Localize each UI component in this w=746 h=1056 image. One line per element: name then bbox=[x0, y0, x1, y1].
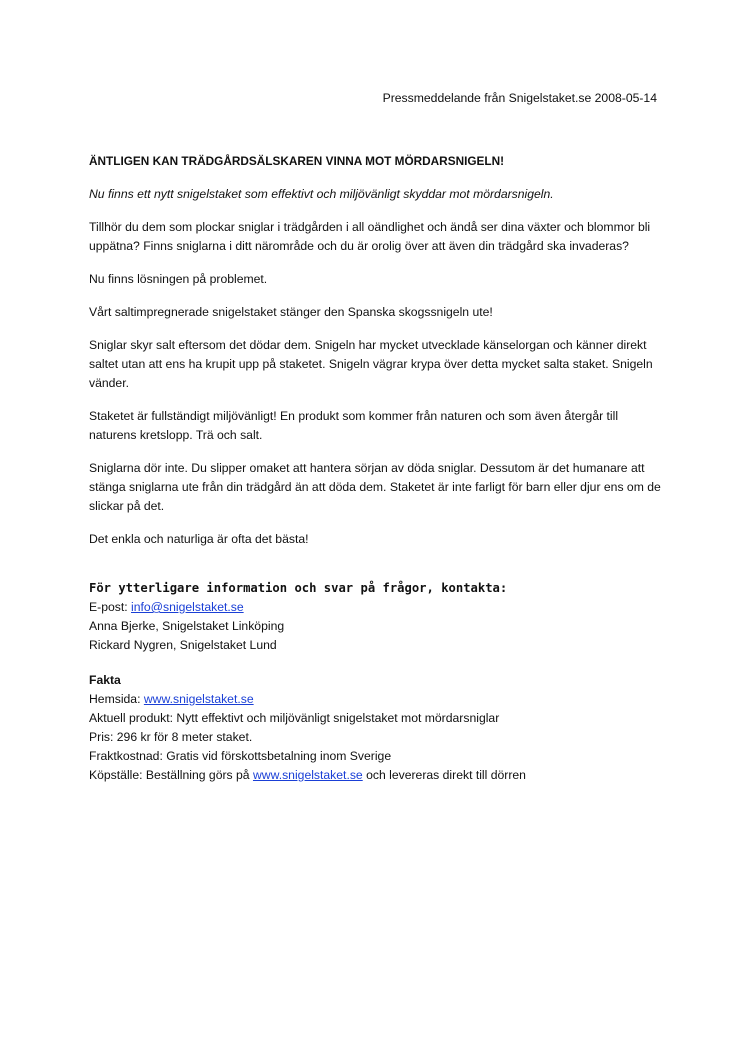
contact-heading: För ytterligare information och svar på frågor, kontakta: bbox=[89, 581, 508, 595]
purchase-link[interactable]: www.snigelstaket.se bbox=[252, 768, 363, 782]
facts-shipping: Fraktkostnad: Gratis vid förskottsbetalning inom Sverige bbox=[89, 749, 392, 763]
article-paragraph: Vårt saltimpregnerade snigelstaket stänger den Spanska skogssnigeln ute! bbox=[89, 305, 493, 319]
contact-section bbox=[89, 579, 664, 655]
contact-person: Anna Bjerke, Snigelstaket Linköping bbox=[89, 619, 285, 633]
article-paragraph: Sniglar skyr salt eftersom det dödar dem. Snigeln har mycket utvecklade känselorgan och känner direkt saltet utan att ens ha krupit upp på staketet. Snigeln vägrar krypa över detta mycket salta staket. Snigeln vänder. bbox=[89, 338, 653, 390]
article-paragraph: Tillhör du dem som plockar sniglar i trädgården i all oändlighet och ändå ser dina växter och blommor bli uppätna? Finns sniglarna i ditt närområde och du är orolig över att även din trädgård ska invaderas? bbox=[89, 220, 651, 253]
article-paragraph: Nu finns lösningen på problemet. bbox=[89, 272, 268, 286]
facts-purchase-line bbox=[89, 766, 664, 785]
facts-website-line bbox=[89, 690, 664, 709]
email-link[interactable]: info@snigelstaket.se bbox=[131, 600, 244, 614]
facts-price: Pris: 296 kr för 8 meter staket. bbox=[89, 730, 253, 744]
website-link[interactable]: www.snigelstaket.se bbox=[143, 692, 254, 706]
contact-person: Rickard Nygren, Snigelstaket Lund bbox=[89, 638, 277, 652]
facts-section bbox=[89, 671, 664, 785]
purchase-prefix: Köpställe: Beställning görs på bbox=[89, 768, 253, 782]
article-paragraph: Det enkla och naturliga är ofta det bästa! bbox=[89, 532, 309, 546]
email-label: E-post: bbox=[89, 600, 131, 614]
article-body bbox=[89, 152, 664, 785]
contact-email-line bbox=[89, 598, 664, 617]
purchase-suffix: och levereras direkt till dörren bbox=[362, 768, 526, 782]
press-release-header: Pressmeddelande från Snigelstaket.se 2008-05-14 bbox=[382, 91, 657, 105]
facts-heading: Fakta bbox=[89, 673, 121, 687]
facts-product: Aktuell produkt: Nytt effektivt och miljövänligt snigelstaket mot mördarsniglar bbox=[89, 711, 500, 725]
article-paragraph: Staketet är fullständigt miljövänligt! En produkt som kommer från naturen och som även återgår till naturens kretslopp. Trä och salt. bbox=[89, 409, 619, 442]
article-paragraph: Sniglarna dör inte. Du slipper omaket att hantera sörjan av döda sniglar. Dessutom är det humanare att stänga sniglarna ute från din trädgård än att döda dem. Staketet är inte farligt för barn eller djur ens om de slickar på det. bbox=[89, 461, 661, 513]
website-label: Hemsida: bbox=[89, 692, 144, 706]
article-title: ÄNTLIGEN KAN TRÄDGÅRDSÄLSKAREN VINNA MOT MÖRDARSNIGELN! bbox=[89, 154, 505, 168]
article-lead: Nu finns ett nytt snigelstaket som effektivt och miljövänligt skyddar mot mördarsnigeln. bbox=[89, 187, 554, 201]
